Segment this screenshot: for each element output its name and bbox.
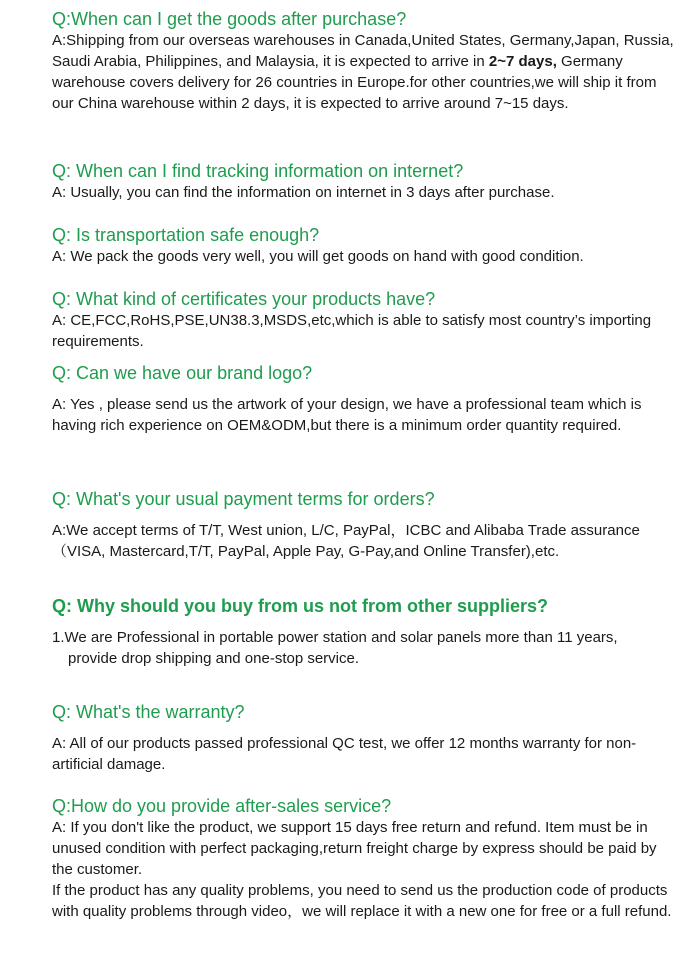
faq-answer: 1.We are Professional in portable power station and solar panels more than 11 years,: [52, 629, 618, 646]
faq-question: Q:When can I get the goods after purchase?: [52, 9, 407, 29]
faq-answer-continued: provide drop shipping and one-stop service.: [68, 650, 360, 667]
faq-question: Q:How do you provide after-sales service?: [52, 796, 392, 816]
faq-after-sales: [52, 795, 680, 922]
faq-question: Q: What's the warranty?: [52, 702, 245, 722]
faq-question: Q: Why should you buy from us not from other suppliers?: [52, 596, 549, 616]
faq-answer-text: Germany warehouse covers delivery for 26 countries in Europe.for other countries,we will ship it from our China warehouse within 2 days, it is expected to arrive around 7~15 days.: [52, 53, 657, 112]
faq-answer: A: We pack the goods very well, you will get goods on hand with good condition.: [52, 248, 584, 265]
faq-shipping-time: [52, 8, 680, 114]
faq-question: Q: When can I find tracking information on internet?: [52, 161, 464, 181]
faq-answer-text: A:Shipping from our overseas warehouses in Canada,United States, Germany,Japan, Russia, Saudi Arabia, Philippines, and Malaysia, it is expected to arrive in: [52, 32, 674, 70]
faq-certificates: [52, 288, 680, 352]
faq-question: Q: What's your usual payment terms for orders?: [52, 489, 435, 509]
faq-answer: A:We accept terms of T/T, West union, L/C, PayPal，ICBC and Alibaba Trade assurance（VISA, Mastercard,T/T, PayPal, Apple Pay, G-Pay,and Online Transfer),etc.: [52, 522, 640, 560]
faq-warranty: [52, 701, 680, 775]
faq-answer-highlight: 2~7 days,: [488, 53, 557, 70]
faq-answer: A: CE,FCC,RoHS,PSE,UN38.3,MSDS,etc,which is able to satisfy most country’s importing requirements.: [52, 312, 652, 350]
faq-answer: A: If you don't like the product, we support 15 days free return and refund. Item must be in unused condition with perfect packaging,return freight charge by express should be paid by the customer.: [52, 819, 657, 878]
faq-payment: [52, 488, 680, 562]
faq-question: Q: Can we have our brand logo?: [52, 363, 313, 383]
faq-question: Q: Is transportation safe enough?: [52, 225, 320, 245]
faq-tracking: [52, 160, 680, 203]
faq-answer-extra: If the product has any quality problems, you need to send us the production code of products with quality problems through video，we will replace it with a new one for free or a full refund.: [52, 882, 672, 920]
faq-answer: A: All of our products passed professional QC test, we offer 12 months warranty for non-artificial damage.: [52, 735, 637, 773]
faq-transport: [52, 224, 680, 267]
faq-answer: A: Yes , please send us the artwork of your design, we have a professional team which is having rich experience on OEM&ODM,but there is a minimum order quantity required.: [52, 396, 642, 434]
faq-answer: [52, 30, 680, 114]
faq-answer: A: Usually, you can find the information on internet in 3 days after purchase.: [52, 184, 555, 201]
faq-brand-logo: [52, 362, 680, 436]
faq-why-us: [52, 595, 680, 669]
faq-question: Q: What kind of certificates your products have?: [52, 289, 436, 309]
